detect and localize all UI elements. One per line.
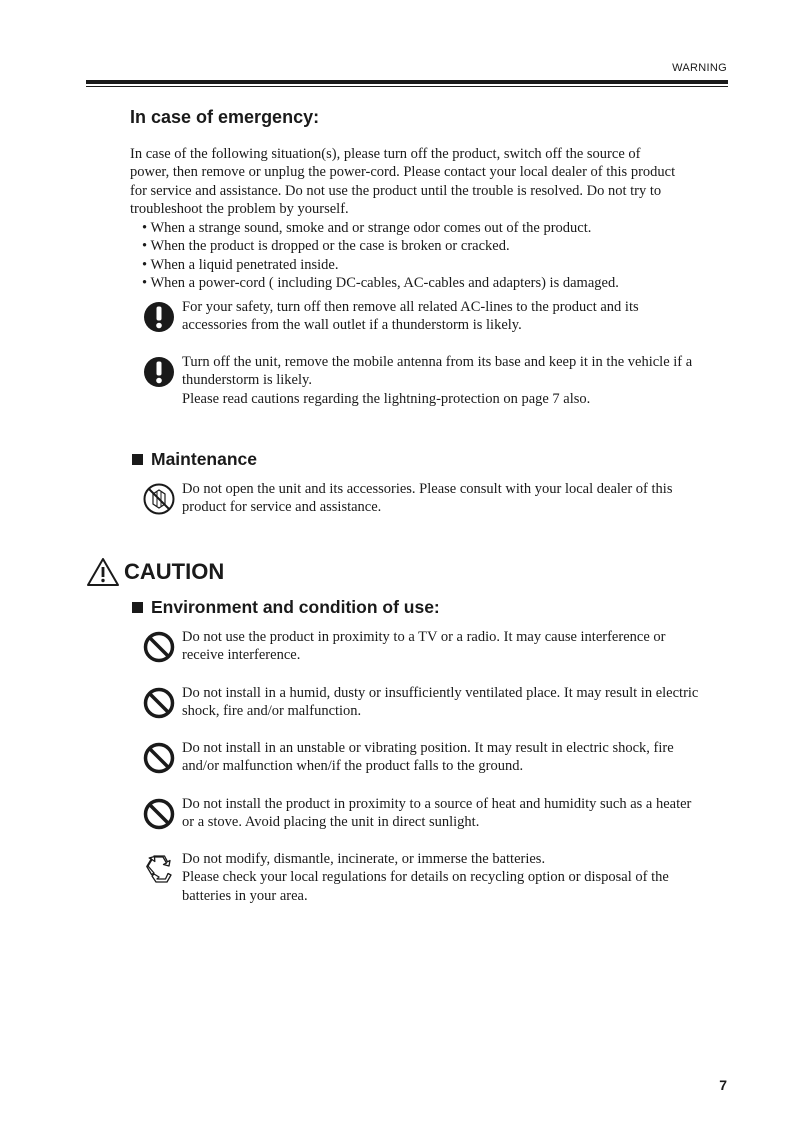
prohibited-icon xyxy=(142,630,176,664)
caution-text: Do not install in a humid, dusty or insufficiently ventilated place. It may result in electric shock, fire and/or malfunction. xyxy=(182,685,699,720)
emergency-bullet-list xyxy=(142,219,619,293)
emergency-intro xyxy=(130,145,720,218)
header-rule-thin xyxy=(86,86,728,87)
emergency-intro-line: In case of the following situation(s), please turn off the product, switch off the source of xyxy=(130,146,641,162)
list-item: • When a liquid penetrated inside. xyxy=(142,256,339,273)
emergency-intro-line: for service and assistance. Do not use the product until the trouble is resolved. Do not try to xyxy=(130,182,662,199)
header-rule-thick xyxy=(86,80,728,84)
notice-text: Do not open the unit and its accessories. Please consult with your local dealer of this product for service and assistance. xyxy=(182,481,673,516)
do-not-disassemble-icon xyxy=(142,482,176,516)
caution-text: Do not install the product in proximity to a source of heat and humidity such as a heater or a stove. Avoid placing the unit in direct sunlight. xyxy=(182,796,692,831)
list-item: • When the product is dropped or the case is broken or cracked. xyxy=(142,238,510,255)
page-number: 7 xyxy=(719,1077,727,1093)
list-item: • When a power-cord ( including DC-cables, AC-cables and adapters) is damaged. xyxy=(142,275,619,292)
caution-text: Do not modify, dismantle, incinerate, or immerse the batteries. Please check your local regulations for details on recycling option or disposal of the batteries in your area. xyxy=(182,851,669,904)
emergency-title: In case of emergency: xyxy=(130,107,320,127)
running-header: WARNING xyxy=(672,62,727,74)
caution-text: Do not use the product in proximity to a TV or a radio. It may cause interference or receive interference. xyxy=(182,629,666,664)
square-bullet-icon xyxy=(132,454,143,465)
maintenance-title: Maintenance xyxy=(132,449,257,470)
caution-heading xyxy=(86,557,224,587)
emergency-intro-line: power, then remove or unplug the power-cord. Please contact your local dealer of this product xyxy=(130,164,676,181)
exclamation-icon xyxy=(142,300,176,334)
caution-title: CAUTION xyxy=(124,559,225,584)
notice-text: Turn off the unit, remove the mobile antenna from its base and keep it in the vehicle if a thunderstorm is likely. Please read cautions regarding the lightning-protection on page 7 also. xyxy=(182,354,693,407)
prohibited-icon xyxy=(142,686,176,720)
emergency-intro-line: troubleshoot the problem by yourself. xyxy=(130,200,349,217)
warning-triangle-icon xyxy=(86,557,120,587)
list-item: • When a strange sound, smoke and or strange odor comes out of the product. xyxy=(142,220,592,236)
notice-text: For your safety, turn off then remove all related AC-lines to the product and its accessories from the wall outlet if a thunderstorm is likely. xyxy=(182,299,639,334)
caution-text: Do not install in an unstable or vibrating position. It may result in electric shock, fire and/or malfunction when/if the product falls to the ground. xyxy=(182,740,674,775)
square-bullet-icon xyxy=(132,602,143,613)
environment-title: Environment and condition of use: xyxy=(132,597,440,618)
recycle-icon xyxy=(142,852,176,886)
prohibited-icon xyxy=(142,797,176,831)
exclamation-icon xyxy=(142,355,176,389)
prohibited-icon xyxy=(142,741,176,775)
